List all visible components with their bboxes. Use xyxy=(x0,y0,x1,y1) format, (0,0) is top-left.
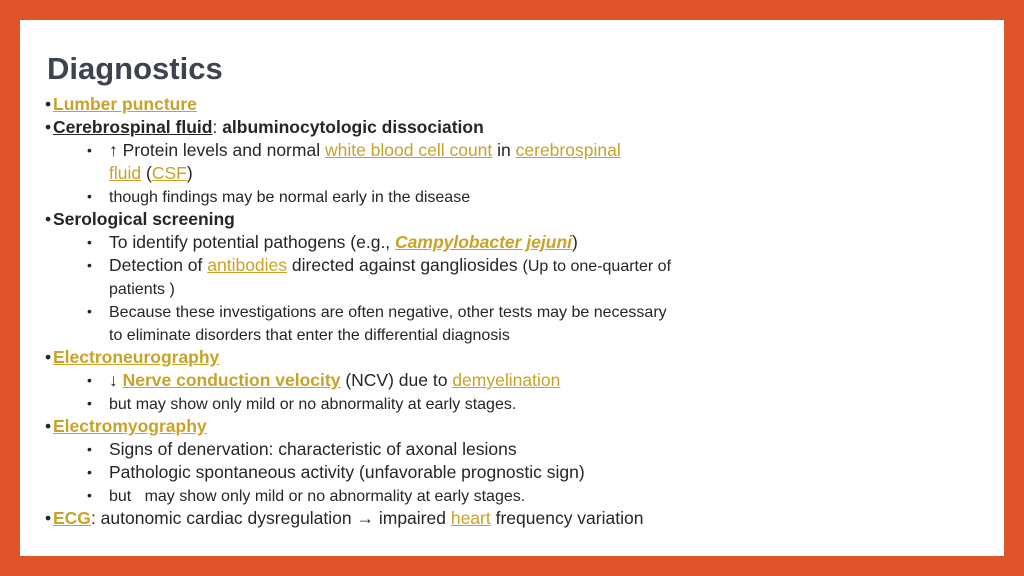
bullet: • xyxy=(87,142,92,158)
bullet: • xyxy=(87,234,92,250)
bullet: • xyxy=(45,94,52,114)
up-to-text: (Up to one-quarter of xyxy=(522,258,672,275)
mild-text: but may show only mild or no abnormality at early stages. xyxy=(109,396,517,413)
list-item-continuation xyxy=(45,277,825,300)
page-title: Diagnostics xyxy=(47,51,223,86)
mild-text-2: but may show only mild or no abnormality at early stages. xyxy=(109,488,526,505)
list-item xyxy=(45,231,825,254)
bullet: • xyxy=(45,209,52,229)
list-item xyxy=(45,300,825,323)
bullet: • xyxy=(87,372,92,388)
campylobacter-link[interactable]: Campylobacter jejuni xyxy=(395,232,573,252)
demyelination-link[interactable]: demyelination xyxy=(452,370,561,390)
bullet: • xyxy=(87,395,92,411)
list-item xyxy=(45,415,825,438)
ncv-mid: (NCV) due to xyxy=(340,370,453,390)
list-item xyxy=(45,507,825,530)
list-item xyxy=(45,208,825,231)
in-text: in xyxy=(492,140,516,160)
bullet: • xyxy=(87,188,92,204)
list-item xyxy=(45,139,825,162)
list-item xyxy=(45,484,825,507)
list-item xyxy=(45,392,825,415)
cerebrospinal-link[interactable]: cerebrospinal xyxy=(515,140,621,160)
signs-text: Signs of denervation: characteristic of axonal lesions xyxy=(109,439,517,459)
ecg-link[interactable]: ECG xyxy=(53,508,91,528)
ncv-link[interactable]: Nerve conduction velocity xyxy=(122,370,341,390)
ecg-rest: : autonomic cardiac dysregulation → impaired xyxy=(90,508,451,528)
csf-heading: Cerebrospinal fluid xyxy=(53,117,213,137)
paren-open: ( xyxy=(141,163,152,183)
protein-text: ↑ Protein levels and normal xyxy=(109,140,325,160)
slide xyxy=(20,20,1004,556)
electromyography-link[interactable]: Electromyography xyxy=(53,416,207,436)
csf-rest: albuminocytologic dissociation xyxy=(222,117,484,137)
bullet: • xyxy=(45,347,52,367)
list-item xyxy=(45,438,825,461)
antibodies-link[interactable]: antibodies xyxy=(207,255,288,275)
bullet: • xyxy=(45,508,52,528)
heart-link[interactable]: heart xyxy=(450,508,491,528)
list-item xyxy=(45,116,825,139)
because-text: Because these investigations are often negative, other tests may be necessary xyxy=(109,304,667,321)
identify-pre: To identify potential pathogens (e.g., xyxy=(109,232,396,252)
frequency-text: frequency variation xyxy=(490,508,644,528)
electroneurography-link[interactable]: Electroneurography xyxy=(53,347,220,367)
detection-pre: Detection of xyxy=(109,255,208,275)
list-item xyxy=(45,185,825,208)
list-item xyxy=(45,254,825,277)
list-item xyxy=(45,369,825,392)
wbc-link[interactable]: white blood cell count xyxy=(324,140,493,160)
list-item-continuation xyxy=(45,162,825,185)
pathologic-text: Pathologic spontaneous activity (unfavorable prognostic sign) xyxy=(109,462,585,482)
bullet: • xyxy=(87,257,92,273)
though-text: though findings may be normal early in the disease xyxy=(109,189,471,206)
serological-heading: Serological screening xyxy=(53,209,235,229)
lumber-puncture-link[interactable]: Lumber puncture xyxy=(53,94,197,114)
bullet: • xyxy=(87,464,92,480)
content-body xyxy=(45,93,825,530)
down-arrow-icon: ↓ xyxy=(109,370,123,390)
fluid-link[interactable]: fluid xyxy=(109,163,142,183)
list-item xyxy=(45,93,825,116)
bullet: • xyxy=(87,441,92,457)
detection-post: directed against gangliosides xyxy=(287,255,523,275)
bullet: • xyxy=(45,416,52,436)
paren-close: ) xyxy=(186,163,193,183)
because-text-continued: to eliminate disorders that enter the differential diagnosis xyxy=(109,327,510,344)
list-item-continuation xyxy=(45,323,825,346)
csf-link[interactable]: CSF xyxy=(151,163,187,183)
patients-text: patients ) xyxy=(109,281,175,298)
identify-post: ) xyxy=(572,232,578,252)
bullet: • xyxy=(87,303,92,319)
bullet: • xyxy=(45,117,52,137)
list-item xyxy=(45,346,825,369)
csf-separator: : xyxy=(212,117,223,137)
bullet: • xyxy=(87,487,92,503)
list-item xyxy=(45,461,825,484)
